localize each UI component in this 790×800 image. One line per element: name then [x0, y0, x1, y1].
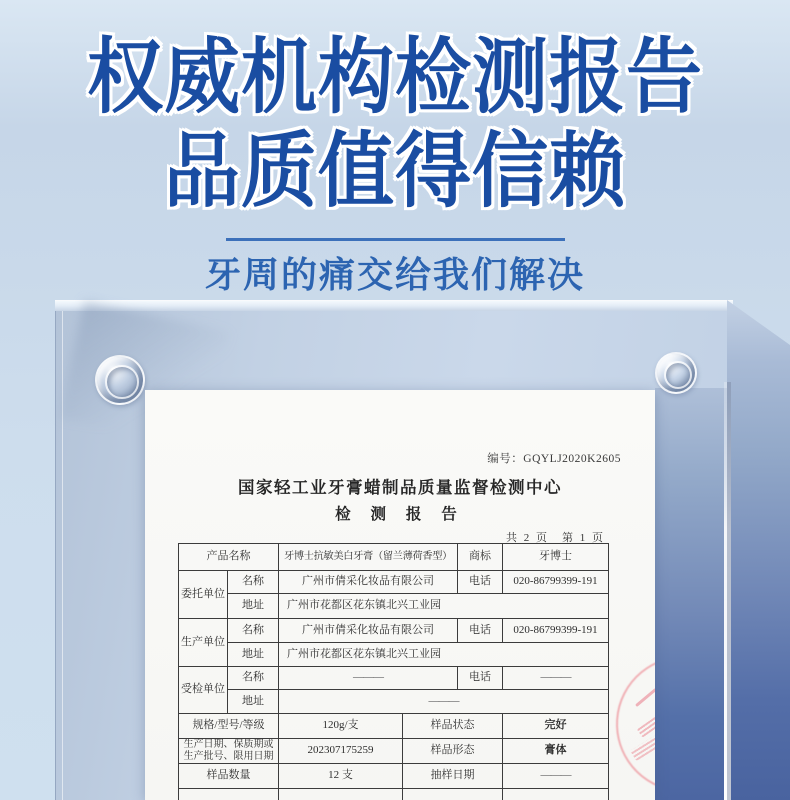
- page-info: 共 2 页 第 1 页: [506, 532, 605, 544]
- cell-addr-label: 地址: [228, 643, 279, 667]
- cell-phone-label: 电话: [458, 667, 503, 690]
- cell-producer-name: 广州市倩采化妆品有限公司: [279, 619, 458, 643]
- org-title: 国家轻工业牙膏蜡制品质量监督检测中心: [238, 478, 562, 497]
- cell-inspected-addr: ———: [279, 690, 609, 714]
- cell-spec-label: 规格/型号/等级: [179, 714, 279, 739]
- cell-empty: [403, 789, 503, 800]
- cell-product-value: 牙博士抗敏美白牙膏（留兰薄荷香型）: [279, 544, 458, 571]
- cell-name-label: 名称: [228, 667, 279, 690]
- cell-client-name: 广州市倩采化妆品有限公司: [279, 571, 458, 594]
- table-row-clipped: [179, 789, 609, 800]
- cell-client-phone: 020-86799399-191: [503, 571, 609, 594]
- cell-inspected-label: 受检单位: [179, 667, 228, 714]
- cell-empty: [179, 789, 279, 800]
- cell-product-label: 产品名称: [179, 544, 279, 571]
- cell-client-addr: 广州市花都区花东镇北兴工业园: [279, 594, 609, 619]
- cell-producer-addr: 广州市花都区花东镇北兴工业园: [279, 643, 609, 667]
- cell-state-value: 完好: [503, 714, 609, 739]
- cell-qty-label: 样品数量: [179, 764, 279, 789]
- doc-number: [487, 450, 621, 466]
- report-table-lower: [178, 713, 609, 800]
- headline-line1: 权威机构检测报告: [87, 31, 703, 124]
- divider-line: [226, 238, 565, 241]
- cell-inspected-phone: ———: [503, 667, 609, 690]
- cell-brand-value: 牙博士: [503, 544, 609, 571]
- report-paper: [145, 390, 655, 800]
- table-row: [179, 690, 609, 714]
- cell-inspected-name: ———: [279, 667, 458, 690]
- doc-number-label: 编号：: [487, 453, 524, 465]
- cell-empty: [503, 789, 609, 800]
- frame-screw-right: [655, 352, 697, 394]
- frame-side-face: [727, 300, 790, 800]
- cell-state-label: 样品状态: [403, 714, 503, 739]
- subtitle-text: 牙周的痛交给我们解决: [204, 254, 585, 295]
- cell-client-label: 委托单位: [179, 571, 228, 619]
- table-row: [179, 764, 609, 789]
- table-row: [179, 739, 609, 764]
- frame-screw-left: [95, 355, 145, 405]
- cell-name-label: 名称: [228, 619, 279, 643]
- frame-edge-highlight: [724, 382, 731, 800]
- cell-name-label: 名称: [228, 571, 279, 594]
- cell-phone-label: 电话: [458, 571, 503, 594]
- cell-producer-phone: 020-86799399-191: [503, 619, 609, 643]
- cell-producer-label: 生产单位: [179, 619, 228, 667]
- report-title: 检 测 报 告: [335, 506, 465, 523]
- table-row: [179, 544, 609, 571]
- cell-sample-date-value: ———: [503, 764, 609, 789]
- cell-date-label: 生产日期、保质期或生产批号、限用日期: [179, 739, 279, 764]
- cell-spec-value: 120g/支: [279, 714, 403, 739]
- cell-qty-value: 12 支: [279, 764, 403, 789]
- cell-brand-label: 商标: [458, 544, 503, 571]
- table-row: [179, 571, 609, 594]
- cell-addr-label: 地址: [228, 690, 279, 714]
- cell-addr-label: 地址: [228, 594, 279, 619]
- cell-form-label: 样品形态: [403, 739, 503, 764]
- table-row: [179, 619, 609, 643]
- headline-line2: 品质值得信赖: [164, 125, 626, 218]
- cell-empty: [279, 789, 403, 800]
- doc-number-value: GQYLJ2020K2605: [523, 453, 621, 465]
- report-table-upper: [178, 543, 609, 714]
- frame-right-shade: [655, 388, 727, 800]
- cell-form-value: 膏体: [503, 739, 609, 764]
- table-row: [179, 643, 609, 667]
- table-row: [179, 667, 609, 690]
- cell-date-value: 202307175259: [279, 739, 403, 764]
- cell-phone-label: 电话: [458, 619, 503, 643]
- table-row: [179, 594, 609, 619]
- table-row: [179, 714, 609, 739]
- cell-sample-date-label: 抽样日期: [403, 764, 503, 789]
